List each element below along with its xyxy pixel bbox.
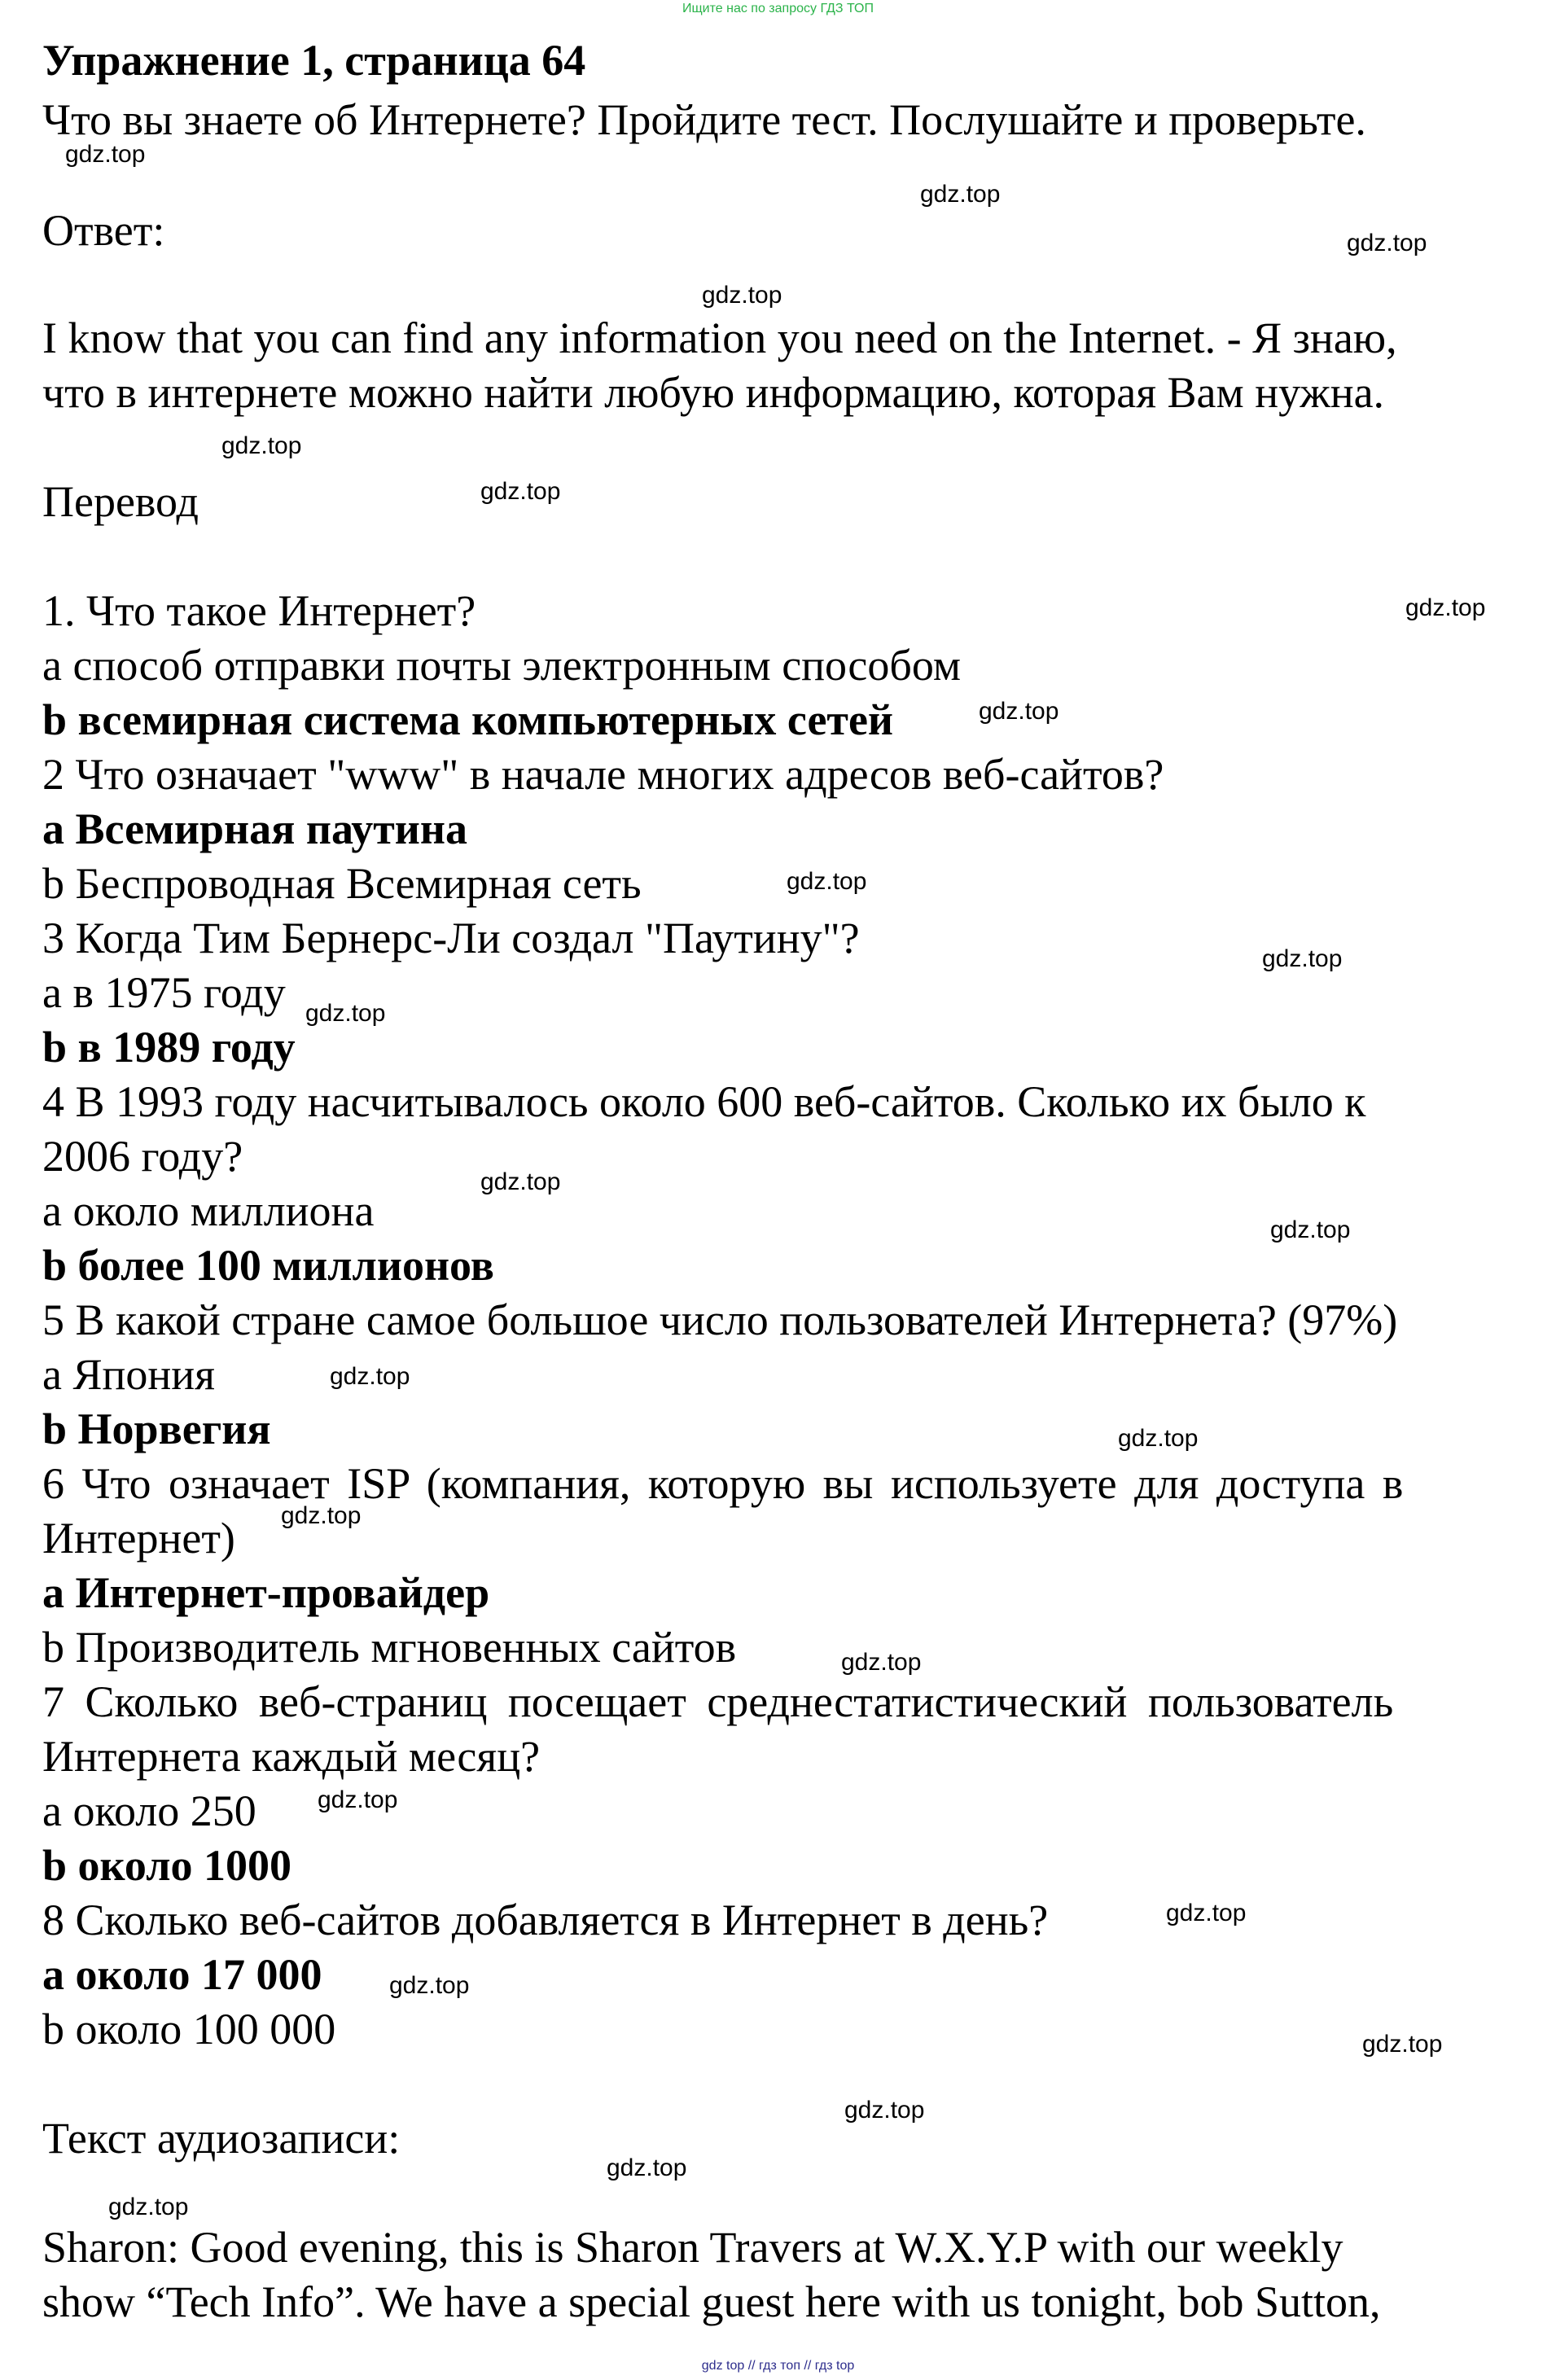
audio-line-1: Sharon: Good evening, this is Sharon Travers at W.X.Y.P with our weekly xyxy=(42,2223,1343,2272)
bottom-banner: gdz top // гдз топ // гдз top xyxy=(701,2359,855,2373)
watermark: gdz.top xyxy=(1405,594,1486,621)
watermark: gdz.top xyxy=(318,1786,398,1813)
watermark: gdz.top xyxy=(305,1000,386,1027)
question-4: 4 В 1993 году насчитывалось около 600 веб-сайтов. Сколько их было к xyxy=(42,1077,1366,1126)
question-7: 7 Сколько веб-страниц посещает среднестатистический пользователь xyxy=(42,1677,1394,1726)
question-1: 1. Что такое Интернет? xyxy=(42,586,476,635)
option-3a: a в 1975 году xyxy=(42,968,286,1017)
page-title: Упражнение 1, страница 64 xyxy=(42,36,586,85)
watermark: gdz.top xyxy=(65,141,146,168)
option-2b: b Беспроводная Всемирная сеть xyxy=(42,859,642,908)
question-8: 8 Сколько веб-сайтов добавляется в Интернет в день? xyxy=(42,1896,1049,1944)
watermark: gdz.top xyxy=(1166,1900,1247,1926)
audio-line-2: show “Tech Info”. We have a special guest here with us tonight, bob Sutton, xyxy=(42,2277,1381,2326)
option-8b: b около 100 000 xyxy=(42,2005,336,2053)
watermark: gdz.top xyxy=(702,282,782,309)
watermark: gdz.top xyxy=(979,698,1059,725)
top-banner: Ищите нас по запросу ГДЗ ТОП xyxy=(682,2,874,15)
question-6: 6 Что означает ISP (компания, которую вы используете для доступа в xyxy=(42,1459,1404,1508)
task-text: Что вы знаете об Интернете? Пройдите тест. Послушайте и проверьте. xyxy=(42,95,1366,144)
watermark: gdz.top xyxy=(844,2097,925,2124)
watermark: gdz.top xyxy=(1362,2031,1443,2058)
question-3: 3 Когда Тим Бернерс-Ли создал "Паутину"? xyxy=(42,914,860,962)
question-2: 2 Что означает "www" в начале многих адресов веб-сайтов? xyxy=(42,750,1164,799)
option-5b-correct: b Норвегия xyxy=(42,1405,271,1453)
question-7-cont: Интернета каждый месяц? xyxy=(42,1732,541,1781)
option-1b-correct: b всемирная система компьютерных сетей xyxy=(42,695,894,744)
option-4a: a около миллиона xyxy=(42,1186,375,1235)
watermark: gdz.top xyxy=(1262,945,1343,972)
option-6b: b Производитель мгновенных сайтов xyxy=(42,1623,737,1672)
answer-english: I know that you can find any information you need on the Internet. - Я знаю, xyxy=(42,313,1397,362)
watermark: gdz.top xyxy=(1270,1216,1351,1243)
watermark: gdz.top xyxy=(1347,230,1427,256)
option-8a-correct: a около 17 000 xyxy=(42,1950,322,1999)
watermark: gdz.top xyxy=(480,1168,561,1195)
question-4-cont: 2006 году? xyxy=(42,1132,243,1181)
watermark: gdz.top xyxy=(108,2194,189,2220)
watermark: gdz.top xyxy=(330,1363,410,1390)
watermark: gdz.top xyxy=(920,181,1001,208)
watermark: gdz.top xyxy=(281,1502,362,1529)
watermark: gdz.top xyxy=(607,2154,687,2181)
answer-russian: что в интернете можно найти любую информацию, которая Вам нужна. xyxy=(42,368,1385,417)
option-4b-correct: b более 100 миллионов xyxy=(42,1241,494,1290)
translation-label: Перевод xyxy=(42,477,199,526)
watermark: gdz.top xyxy=(389,1972,470,1999)
question-6-cont: Интернет) xyxy=(42,1514,235,1563)
watermark: gdz.top xyxy=(787,868,867,895)
audio-label: Текст аудиозаписи: xyxy=(42,2114,401,2163)
option-6a-correct: a Интернет-провайдер xyxy=(42,1568,490,1617)
watermark: gdz.top xyxy=(480,478,561,505)
question-5: 5 В какой стране самое большое число пользователей Интернета? (97%) xyxy=(42,1295,1398,1344)
option-7b-correct: b около 1000 xyxy=(42,1841,292,1890)
watermark: gdz.top xyxy=(221,432,302,459)
option-5a: a Япония xyxy=(42,1350,216,1399)
option-1a: a способ отправки почты электронным способом xyxy=(42,641,961,690)
option-3b-correct: b в 1989 году xyxy=(42,1023,296,1072)
watermark: gdz.top xyxy=(841,1649,922,1676)
option-7a: a около 250 xyxy=(42,1786,256,1835)
watermark: gdz.top xyxy=(1118,1425,1199,1452)
answer-label: Ответ: xyxy=(42,206,165,255)
option-2a-correct: a Всемирная паутина xyxy=(42,804,467,853)
